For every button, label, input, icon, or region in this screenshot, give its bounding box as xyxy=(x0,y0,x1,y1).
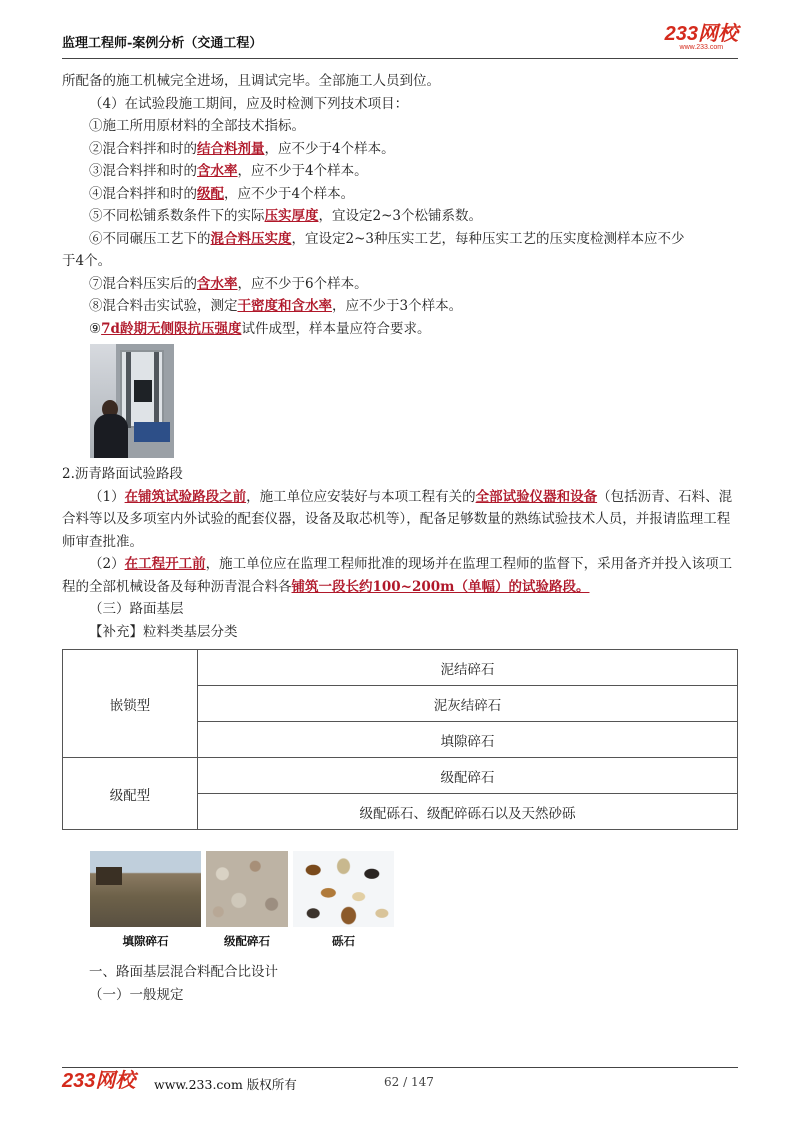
footer-logo[interactable]: 233网校 xyxy=(62,1070,136,1092)
footer-copyright: www.233.com 版权所有 xyxy=(154,1077,297,1092)
list-item xyxy=(62,295,738,318)
lab-test-photo xyxy=(90,344,174,458)
section-heading: （一）一般规定 xyxy=(89,986,184,1003)
list-item xyxy=(62,318,738,341)
table-cell: 级配砾石、级配碎砾石以及天然砂砾 xyxy=(198,794,738,830)
supplement-label: 【补充】粒料类基层分类 xyxy=(89,623,238,640)
item-text: ④混合料拌和时的 xyxy=(89,185,197,202)
list-item xyxy=(62,228,738,251)
paragraph: 所配备的施工机械完全进场，且调试完毕。全部施工人员到位。 xyxy=(62,73,440,89)
logo-url: www.233.com xyxy=(679,44,724,51)
page-footer xyxy=(62,1070,738,1094)
header-title: 监理工程师-案例分析（交通工程） xyxy=(62,36,263,51)
keyword-highlight: 在工程开工前 xyxy=(124,556,206,572)
paragraph-text: ，施工单位应在监理工程师批准的现场并在监理工程师的监督下，采用备齐并投入该项工程的全部机械设备及每种沥青混合料各 xyxy=(62,556,733,595)
keyword-highlight: 压实厚度 xyxy=(264,208,319,224)
list-item-continuation: 于4个。 xyxy=(62,253,112,269)
gravel-photo xyxy=(293,851,394,927)
logo-text: 233网校 xyxy=(664,23,738,45)
paragraph xyxy=(62,486,738,554)
paragraph xyxy=(62,553,738,598)
type-cell: 嵌锁型 xyxy=(63,650,198,758)
item-text: ，宜设定2~3个松铺系数。 xyxy=(318,208,482,224)
keyword-highlight: 在铺筑试验路段之前 xyxy=(124,488,247,505)
item-text: ⑨ xyxy=(89,320,102,337)
item-text: ②混合料拌和时的 xyxy=(89,140,197,157)
section-heading: （三）路面基层 xyxy=(89,601,184,617)
header-divider xyxy=(62,58,738,59)
image-caption: 填隙碎石 xyxy=(122,936,169,948)
keyword-highlight: 干密度和含水率 xyxy=(237,298,332,314)
keyword-highlight: 含水率 xyxy=(197,163,238,179)
list-item xyxy=(62,273,738,296)
keyword-highlight: 全部试验仪器和设备 xyxy=(475,488,598,505)
page-number: 62 / 147 xyxy=(384,1075,434,1089)
brand-logo[interactable] xyxy=(665,24,738,52)
graded-macadam-photo xyxy=(206,851,288,927)
list-item xyxy=(62,183,738,206)
image-gallery xyxy=(90,851,738,959)
document-body xyxy=(62,70,738,1006)
section-heading: 2.沥青路面试验路段 xyxy=(62,466,183,482)
paragraph-text: （包括沥青、石料、混合料等以及多项室内外试验的配套仪器，设备及取芯机等），配备足够数量的熟练试验技术人员，并报请监理工程师审查批准。 xyxy=(62,488,733,550)
item-text: ⑦混合料压实后的 xyxy=(89,275,197,292)
table-cell: 泥结碎石 xyxy=(198,650,738,686)
item-text: ⑥不同碾压工艺下的 xyxy=(89,230,211,247)
item-text: ，宜设定2~3种压实工艺，每种压实工艺的压实度检测样本应不少 xyxy=(291,230,685,247)
item-text: ，应不少于4个样本。 xyxy=(224,185,355,202)
item-text: ，应不少于4个样本。 xyxy=(264,140,395,157)
table-cell: 级配碎石 xyxy=(198,758,738,794)
item-text: ，应不少于3个样本。 xyxy=(332,298,463,314)
item-text: 试件成型，样本量应符合要求。 xyxy=(241,320,431,337)
item-text: ，应不少于4个样本。 xyxy=(237,163,368,179)
page-header xyxy=(62,24,738,58)
list-item xyxy=(62,138,738,161)
base-classification-table xyxy=(62,649,738,830)
filled-macadam-photo xyxy=(90,851,201,927)
item-text: ⑤不同松铺系数条件下的实际 xyxy=(89,208,265,224)
paragraph-text: （1） xyxy=(89,488,125,505)
paragraph-text: ，施工单位应安装好与本项工程有关的 xyxy=(246,488,476,505)
section-heading: 一、路面基层混合料配合比设计 xyxy=(89,964,278,980)
keyword-highlight: 结合料剂量 xyxy=(197,140,265,157)
table-cell: 填隙碎石 xyxy=(198,722,738,758)
paragraph-text: （2） xyxy=(89,556,125,572)
image-caption: 砾石 xyxy=(332,936,355,948)
keyword-highlight: 铺筑一段长约100~200m（单幅）的试验路段。 xyxy=(291,578,590,595)
table-row xyxy=(63,758,738,794)
item-text: ①施工所用原材料的全部技术指标。 xyxy=(89,118,305,134)
keyword-highlight: 含水率 xyxy=(197,275,238,292)
item-text: ③混合料拌和时的 xyxy=(89,163,197,179)
image-caption: 级配碎石 xyxy=(224,936,270,948)
keyword-highlight: 7d龄期无侧限抗压强度 xyxy=(101,320,242,337)
list-item xyxy=(62,160,738,183)
keyword-highlight: 级配 xyxy=(197,185,224,202)
keyword-highlight: 混合料压实度 xyxy=(210,230,292,247)
item-text: ，应不少于6个样本。 xyxy=(237,275,368,292)
item-text: ⑧混合料击实试验，测定 xyxy=(89,298,238,314)
footer-divider xyxy=(62,1067,738,1068)
list-item xyxy=(62,205,738,228)
table-row xyxy=(63,650,738,686)
paragraph: （4）在试验段施工期间，应及时检测下列技术项目： xyxy=(89,95,409,112)
type-cell: 级配型 xyxy=(63,758,198,830)
list-item xyxy=(62,115,738,138)
table-cell: 泥灰结碎石 xyxy=(198,686,738,722)
